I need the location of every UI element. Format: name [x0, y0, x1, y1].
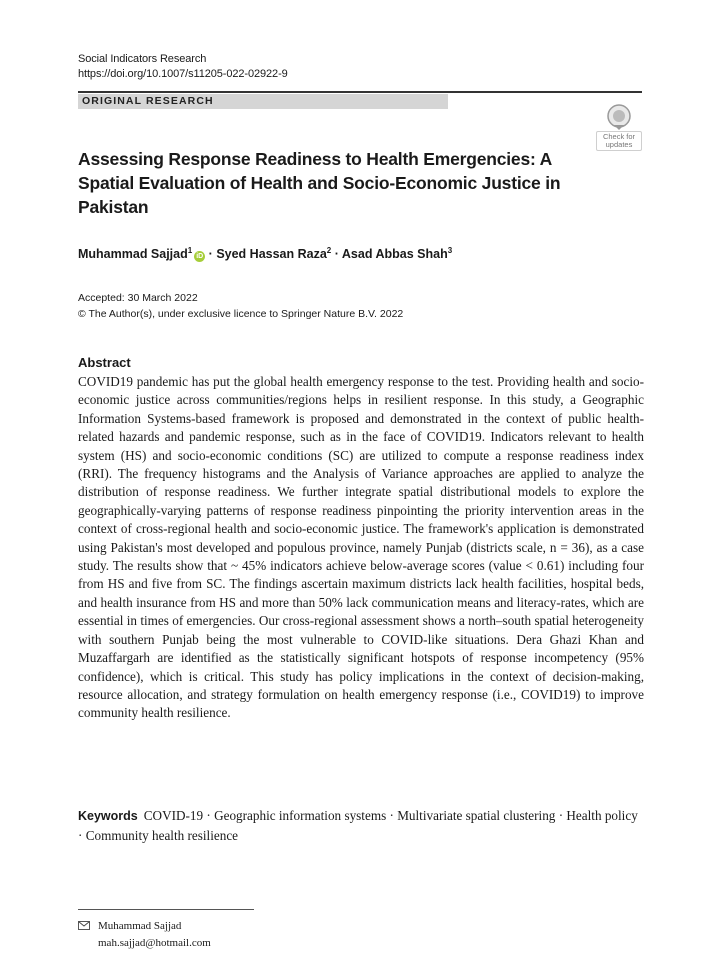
author-affiliation: 3 [447, 246, 453, 255]
author-separator: · [331, 247, 342, 261]
corresponding-name: Muhammad Sajjad [98, 920, 182, 932]
abstract-text: COVID19 pandemic has put the global health emergency response to the test. Providing health and socio-economic justice across communities/regions helps in resilient response. In this study, a Geographic Information Systems-based framework is proposed and demonstrated in the context of public health-related hazards and pandemic response, such as in the face of COVID19. Indicators relevant to health system (HS) and socio-economic conditions (SC) are utilized to compute a response readiness index (RRI). The frequency histograms and the Analysis of Variance approaches are applied to analyze the distribution of response readiness. We further integrate spatial distributional models to explore the geographically-varying patterns of response readiness pinpointing the priority intervention areas in the context of cross-regional health and socio-economic justice. The framework's application is demonstrated using Pakistan's most developed and populous province, namely Punjab (districts scale, n = 36), as a case study. The results show that ~ 45% indicators achieve below-average scores (value < 0.61) including four from HS and five from SC. The findings ascertain maximum districts lack health facilities, hospital beds, and health insurance from HS and more than 50% lack communication means and literacy-rates, which are essential in times of emergencies. Our cross-regional assessment shows a north–south spatial heterogeneity with southern Punjab being the most vulnerable to COVID-like situations. Dera Ghazi Khan and Muzaffargarh are identified as the statistically significant hotspots of response incompetency (95% confidence), which is critical. This study has policy implications in the context of decision-making, resource allocation, and strategy formulation on health emergency response (i.e., COVID19) to improve community health resilience. [78, 374, 644, 721]
author-affiliation: 2 [326, 246, 332, 255]
orcid-icon[interactable]: iD [196, 253, 204, 260]
author-name[interactable]: Muhammad Sajjad [78, 247, 188, 261]
check-for-updates-badge[interactable] [596, 103, 642, 149]
author-list [78, 246, 452, 262]
footnote-rule [78, 909, 254, 910]
keywords-list: COVID-19 · Geographic information systems · Multivariate spatial clustering · Health policy · Community health resilience [78, 808, 638, 843]
envelope-icon [78, 921, 90, 930]
author-affiliation: 1 [187, 246, 193, 255]
corresponding-email[interactable]: mah.sajjad@hotmail.com [98, 937, 211, 949]
abstract-heading: Abstract [78, 355, 131, 370]
author-name[interactable]: Syed Hassan Raza [216, 247, 327, 261]
publication-dates [78, 290, 403, 322]
journal-info [78, 52, 288, 82]
keywords-label: Keywords [78, 809, 138, 823]
copyright-notice: © The Author(s), under exclusive licence to Springer Nature B.V. 2022 [78, 308, 404, 320]
accepted-date: Accepted: 30 March 2022 [78, 292, 198, 304]
keywords-block [78, 806, 644, 845]
header-rule [78, 91, 642, 93]
corresponding-author [78, 918, 211, 952]
doi-link[interactable]: https://doi.org/10.1007/s11205-022-02922-9 [78, 68, 288, 80]
author-name[interactable]: Asad Abbas Shah [341, 247, 448, 261]
author-separator: · [205, 247, 217, 261]
journal-name: Social Indicators Research [78, 53, 207, 65]
check-updates-label: Check for updates [596, 131, 642, 151]
check-updates-icon [604, 103, 634, 131]
section-label: ORIGINAL RESEARCH [78, 94, 448, 109]
article-title: Assessing Response Readiness to Health Emergencies: A Spatial Evaluation of Health and Socio-Economic Justice in Pakistan [78, 149, 561, 217]
